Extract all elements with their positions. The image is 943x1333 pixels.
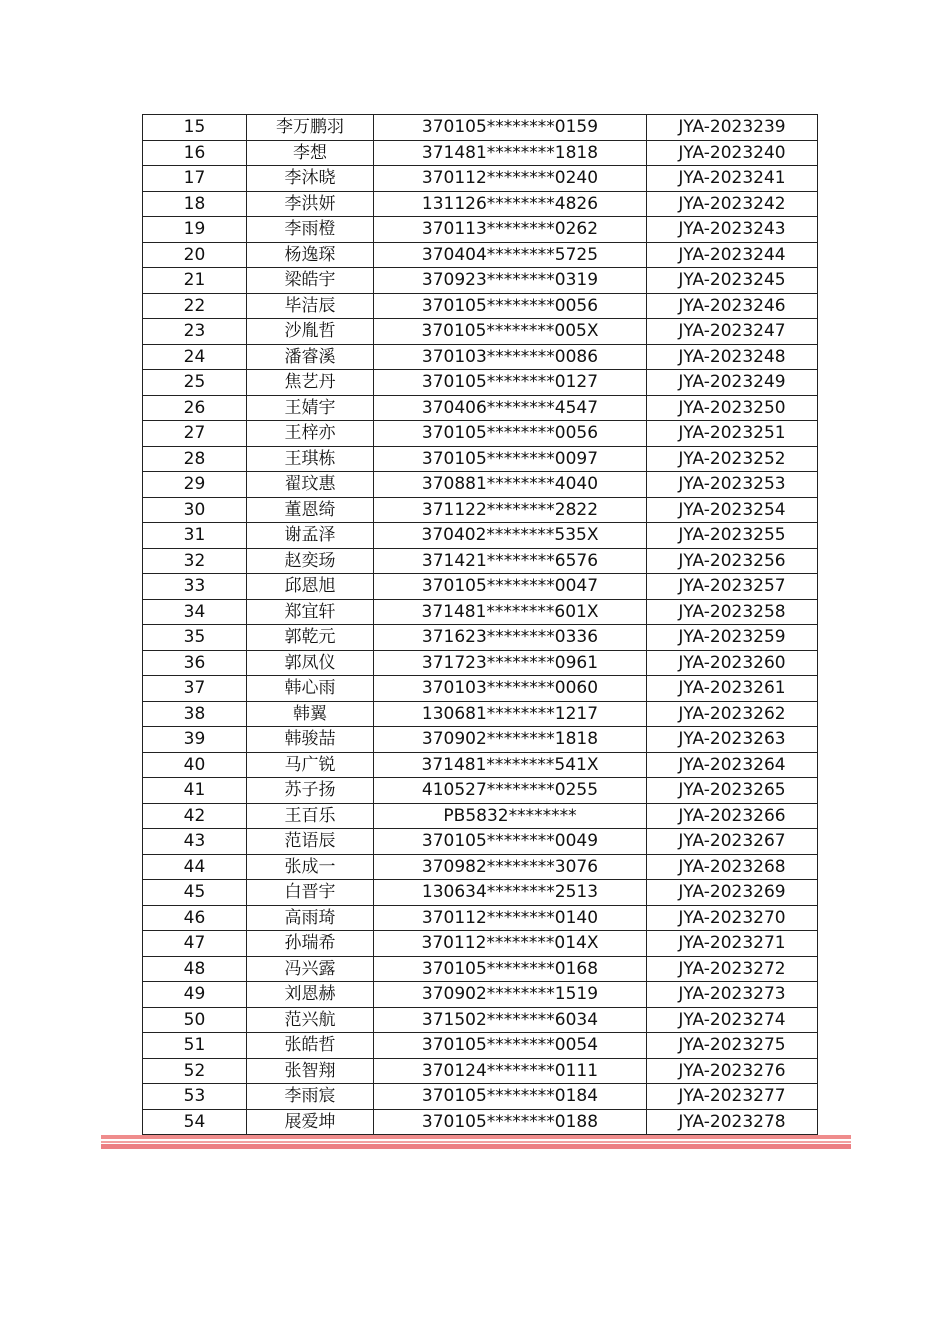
- student-name-cell: 李雨宸: [247, 1084, 374, 1110]
- certificate-code-cell: JYA-2023255: [647, 523, 818, 549]
- certificate-code-cell: JYA-2023239: [647, 115, 818, 141]
- table-row: [143, 268, 818, 294]
- id-number-cell: 370103********0086: [374, 344, 647, 370]
- table-row: [143, 1033, 818, 1059]
- certificate-code-cell: JYA-2023269: [647, 880, 818, 906]
- student-name-cell: 赵奕玚: [247, 548, 374, 574]
- id-number-cell: 370902********1519: [374, 982, 647, 1008]
- row-number-cell: 23: [143, 319, 247, 345]
- student-name-cell: 张成一: [247, 854, 374, 880]
- certificate-code-cell: JYA-2023275: [647, 1033, 818, 1059]
- certificate-code-cell: JYA-2023256: [647, 548, 818, 574]
- id-number-cell: 370923********0319: [374, 268, 647, 294]
- student-name-cell: 翟玟惠: [247, 472, 374, 498]
- row-number-cell: 48: [143, 956, 247, 982]
- id-number-cell: PB5832********: [374, 803, 647, 829]
- id-number-cell: 370112********014X: [374, 931, 647, 957]
- row-number-cell: 45: [143, 880, 247, 906]
- id-number-cell: 370105********0056: [374, 421, 647, 447]
- row-number-cell: 18: [143, 191, 247, 217]
- student-name-cell: 郭凤仪: [247, 650, 374, 676]
- table-row: [143, 1007, 818, 1033]
- id-number-cell: 131126********4826: [374, 191, 647, 217]
- certificate-code-cell: JYA-2023276: [647, 1058, 818, 1084]
- student-name-cell: 李万鹏羽: [247, 115, 374, 141]
- certificate-code-cell: JYA-2023271: [647, 931, 818, 957]
- footer-divider-line: [101, 1144, 851, 1149]
- student-name-cell: 王婧宇: [247, 395, 374, 421]
- row-number-cell: 42: [143, 803, 247, 829]
- certificate-code-cell: JYA-2023278: [647, 1109, 818, 1135]
- certificate-code-cell: JYA-2023246: [647, 293, 818, 319]
- row-number-cell: 17: [143, 166, 247, 192]
- student-name-cell: 郭乾元: [247, 625, 374, 651]
- student-name-cell: 沙胤哲: [247, 319, 374, 345]
- table-row: [143, 395, 818, 421]
- certificate-code-cell: JYA-2023252: [647, 446, 818, 472]
- certificate-code-cell: JYA-2023242: [647, 191, 818, 217]
- table-row: [143, 421, 818, 447]
- row-number-cell: 47: [143, 931, 247, 957]
- certificate-code-cell: JYA-2023259: [647, 625, 818, 651]
- table-row: [143, 676, 818, 702]
- student-name-cell: 范兴航: [247, 1007, 374, 1033]
- student-name-cell: 李雨橙: [247, 217, 374, 243]
- row-number-cell: 34: [143, 599, 247, 625]
- footer-divider-line: [101, 1135, 851, 1139]
- id-number-cell: 130681********1217: [374, 701, 647, 727]
- row-number-cell: 27: [143, 421, 247, 447]
- id-number-cell: 370404********5725: [374, 242, 647, 268]
- table-row: [143, 1058, 818, 1084]
- id-number-cell: 371723********0961: [374, 650, 647, 676]
- row-number-cell: 28: [143, 446, 247, 472]
- student-name-cell: 韩骏喆: [247, 727, 374, 753]
- row-number-cell: 22: [143, 293, 247, 319]
- row-number-cell: 54: [143, 1109, 247, 1135]
- row-number-cell: 19: [143, 217, 247, 243]
- row-number-cell: 44: [143, 854, 247, 880]
- table-row: [143, 1109, 818, 1135]
- student-name-cell: 冯兴露: [247, 956, 374, 982]
- certificate-code-cell: JYA-2023251: [647, 421, 818, 447]
- id-number-cell: 370406********4547: [374, 395, 647, 421]
- row-number-cell: 37: [143, 676, 247, 702]
- row-number-cell: 15: [143, 115, 247, 141]
- id-number-cell: 371421********6576: [374, 548, 647, 574]
- row-number-cell: 52: [143, 1058, 247, 1084]
- row-number-cell: 38: [143, 701, 247, 727]
- footer-divider: [101, 1135, 851, 1150]
- row-number-cell: 26: [143, 395, 247, 421]
- student-name-cell: 郑宜轩: [247, 599, 374, 625]
- certificate-code-cell: JYA-2023262: [647, 701, 818, 727]
- table-row: [143, 701, 818, 727]
- student-name-cell: 孙瑞希: [247, 931, 374, 957]
- id-number-cell: 370881********4040: [374, 472, 647, 498]
- table-row: [143, 115, 818, 141]
- id-number-cell: 370105********0159: [374, 115, 647, 141]
- table-row: [143, 1084, 818, 1110]
- table-row: [143, 982, 818, 1008]
- id-number-cell: 370112********0140: [374, 905, 647, 931]
- id-number-cell: 410527********0255: [374, 778, 647, 804]
- student-name-cell: 展爱坤: [247, 1109, 374, 1135]
- certificate-code-cell: JYA-2023263: [647, 727, 818, 753]
- roster-table-body: [143, 115, 818, 1135]
- student-name-cell: 潘睿溪: [247, 344, 374, 370]
- student-name-cell: 韩心雨: [247, 676, 374, 702]
- row-number-cell: 25: [143, 370, 247, 396]
- certificate-code-cell: JYA-2023250: [647, 395, 818, 421]
- student-name-cell: 韩翼: [247, 701, 374, 727]
- table-row: [143, 778, 818, 804]
- table-row: [143, 931, 818, 957]
- student-name-cell: 李洪妍: [247, 191, 374, 217]
- row-number-cell: 40: [143, 752, 247, 778]
- certificate-code-cell: JYA-2023254: [647, 497, 818, 523]
- id-number-cell: 370982********3076: [374, 854, 647, 880]
- student-name-cell: 白晋宇: [247, 880, 374, 906]
- table-row: [143, 523, 818, 549]
- id-number-cell: 371481********1818: [374, 140, 647, 166]
- id-number-cell: 370103********0060: [374, 676, 647, 702]
- student-name-cell: 王梓亦: [247, 421, 374, 447]
- table-row: [143, 166, 818, 192]
- table-row: [143, 880, 818, 906]
- certificate-code-cell: JYA-2023264: [647, 752, 818, 778]
- id-number-cell: 370113********0262: [374, 217, 647, 243]
- student-name-cell: 谢孟泽: [247, 523, 374, 549]
- certificate-code-cell: JYA-2023257: [647, 574, 818, 600]
- row-number-cell: 24: [143, 344, 247, 370]
- row-number-cell: 53: [143, 1084, 247, 1110]
- id-number-cell: 370105********0184: [374, 1084, 647, 1110]
- row-number-cell: 36: [143, 650, 247, 676]
- table-row: [143, 956, 818, 982]
- row-number-cell: 30: [143, 497, 247, 523]
- certificate-code-cell: JYA-2023277: [647, 1084, 818, 1110]
- table-row: [143, 472, 818, 498]
- table-row: [143, 140, 818, 166]
- table-row: [143, 344, 818, 370]
- id-number-cell: 370105********0049: [374, 829, 647, 855]
- id-number-cell: 370105********0054: [374, 1033, 647, 1059]
- row-number-cell: 21: [143, 268, 247, 294]
- row-number-cell: 41: [143, 778, 247, 804]
- id-number-cell: 370105********005X: [374, 319, 647, 345]
- row-number-cell: 51: [143, 1033, 247, 1059]
- certificate-code-cell: JYA-2023272: [647, 956, 818, 982]
- row-number-cell: 50: [143, 1007, 247, 1033]
- certificate-code-cell: JYA-2023253: [647, 472, 818, 498]
- student-name-cell: 苏子扬: [247, 778, 374, 804]
- certificate-code-cell: JYA-2023261: [647, 676, 818, 702]
- table-row: [143, 319, 818, 345]
- certificate-code-cell: JYA-2023247: [647, 319, 818, 345]
- row-number-cell: 49: [143, 982, 247, 1008]
- id-number-cell: 370124********0111: [374, 1058, 647, 1084]
- id-number-cell: 370105********0056: [374, 293, 647, 319]
- table-row: [143, 905, 818, 931]
- row-number-cell: 16: [143, 140, 247, 166]
- table-row: [143, 727, 818, 753]
- id-number-cell: 370105********0168: [374, 956, 647, 982]
- table-row: [143, 370, 818, 396]
- certificate-code-cell: JYA-2023270: [647, 905, 818, 931]
- row-number-cell: 39: [143, 727, 247, 753]
- table-row: [143, 191, 818, 217]
- certificate-code-cell: JYA-2023267: [647, 829, 818, 855]
- table-row: [143, 446, 818, 472]
- student-name-cell: 张智翔: [247, 1058, 374, 1084]
- footer-divider-line: [101, 1141, 851, 1143]
- id-number-cell: 371481********601X: [374, 599, 647, 625]
- table-row: [143, 574, 818, 600]
- certificate-code-cell: JYA-2023260: [647, 650, 818, 676]
- table-row: [143, 242, 818, 268]
- student-name-cell: 焦艺丹: [247, 370, 374, 396]
- student-name-cell: 高雨琦: [247, 905, 374, 931]
- id-number-cell: 371502********6034: [374, 1007, 647, 1033]
- table-row: [143, 217, 818, 243]
- row-number-cell: 43: [143, 829, 247, 855]
- certificate-code-cell: JYA-2023248: [647, 344, 818, 370]
- id-number-cell: 370105********0188: [374, 1109, 647, 1135]
- student-name-cell: 李沐晓: [247, 166, 374, 192]
- id-number-cell: 370402********535X: [374, 523, 647, 549]
- table-row: [143, 293, 818, 319]
- table-row: [143, 599, 818, 625]
- certificate-code-cell: JYA-2023258: [647, 599, 818, 625]
- id-number-cell: 370105********0047: [374, 574, 647, 600]
- id-number-cell: 371481********541X: [374, 752, 647, 778]
- student-name-cell: 董恩绮: [247, 497, 374, 523]
- student-name-cell: 刘恩赫: [247, 982, 374, 1008]
- row-number-cell: 32: [143, 548, 247, 574]
- certificate-code-cell: JYA-2023273: [647, 982, 818, 1008]
- certificate-code-cell: JYA-2023245: [647, 268, 818, 294]
- student-name-cell: 梁皓宇: [247, 268, 374, 294]
- table-row: [143, 650, 818, 676]
- id-number-cell: 370112********0240: [374, 166, 647, 192]
- student-name-cell: 杨逸琛: [247, 242, 374, 268]
- student-name-cell: 邱恩旭: [247, 574, 374, 600]
- table-row: [143, 548, 818, 574]
- row-number-cell: 29: [143, 472, 247, 498]
- certificate-code-cell: JYA-2023240: [647, 140, 818, 166]
- table-row: [143, 829, 818, 855]
- row-number-cell: 33: [143, 574, 247, 600]
- certificate-code-cell: JYA-2023249: [647, 370, 818, 396]
- student-name-cell: 王琪栋: [247, 446, 374, 472]
- table-row: [143, 625, 818, 651]
- table-row: [143, 497, 818, 523]
- certificate-code-cell: JYA-2023243: [647, 217, 818, 243]
- certificate-code-cell: JYA-2023241: [647, 166, 818, 192]
- certificate-code-cell: JYA-2023266: [647, 803, 818, 829]
- student-name-cell: 范语辰: [247, 829, 374, 855]
- student-name-cell: 毕洁辰: [247, 293, 374, 319]
- row-number-cell: 31: [143, 523, 247, 549]
- certificate-code-cell: JYA-2023268: [647, 854, 818, 880]
- id-number-cell: 371122********2822: [374, 497, 647, 523]
- row-number-cell: 46: [143, 905, 247, 931]
- student-name-cell: 马广锐: [247, 752, 374, 778]
- table-row: [143, 803, 818, 829]
- row-number-cell: 35: [143, 625, 247, 651]
- student-name-cell: 李想: [247, 140, 374, 166]
- id-number-cell: 370902********1818: [374, 727, 647, 753]
- certificate-code-cell: JYA-2023265: [647, 778, 818, 804]
- table-row: [143, 854, 818, 880]
- id-number-cell: 370105********0127: [374, 370, 647, 396]
- table-row: [143, 752, 818, 778]
- roster-table: [142, 114, 818, 1135]
- certificate-code-cell: JYA-2023274: [647, 1007, 818, 1033]
- student-name-cell: 张皓哲: [247, 1033, 374, 1059]
- certificate-code-cell: JYA-2023244: [647, 242, 818, 268]
- id-number-cell: 371623********0336: [374, 625, 647, 651]
- student-name-cell: 王百乐: [247, 803, 374, 829]
- row-number-cell: 20: [143, 242, 247, 268]
- id-number-cell: 370105********0097: [374, 446, 647, 472]
- id-number-cell: 130634********2513: [374, 880, 647, 906]
